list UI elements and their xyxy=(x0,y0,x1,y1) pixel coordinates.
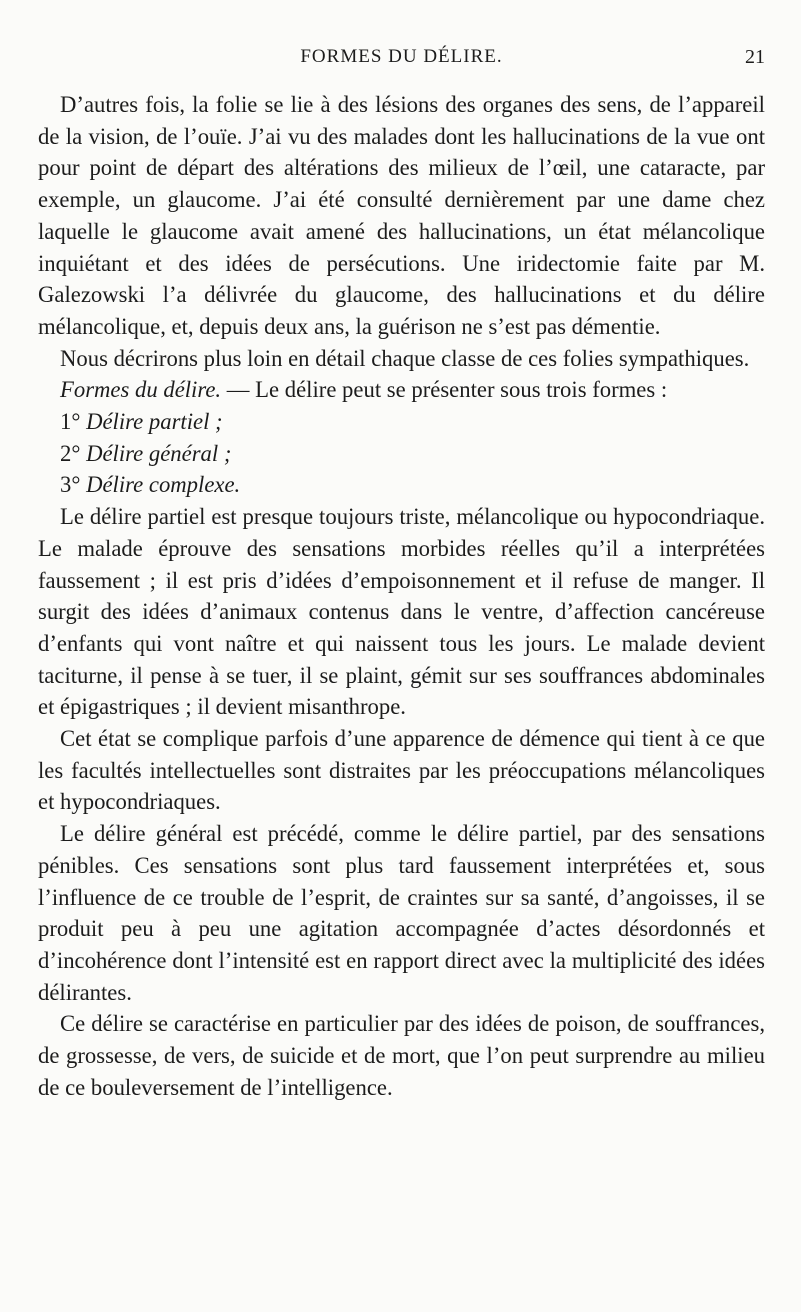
paragraph-delirium-ideas: Ce délire se caractérise en particulier par des idées de poison, de souffrances, de grossesse, de vers, de suicide et de mort, que l’on peut surprendre au milieu de ce bouleversement de l’intelligence. xyxy=(38,1011,765,1100)
list-item-label: Délire général ; xyxy=(86,440,232,466)
paragraph-partial-delirium: Le délire partiel est presque toujours triste, mélancolique ou hypocondriaque. Le malade éprouve des sensations morbides réelles qu’il a interprétées faussement ; il est pris d’idées d’empoisonnement et il refuse de manger. Il surgit des idées d’animaux contenus dans le ventre, d’affection cancéreuse d’enfants qui vont naître et qui naissent tous les jours. Le malade devient taciturne, il pense à se tuer, il se plaint, gémit sur ses souffrances abdominales et épigastriques ; il devient misanthrope. xyxy=(38,504,765,720)
list-item xyxy=(38,469,765,501)
paragraph-ocular-lesions: D’autres fois, la folie se lie à des lésions des organes des sens, de l’appareil de la vision, de l’ouïe. J’ai vu des malades dont les hallucinations de la vue ont pour point de départ des altérations des milieux de l’œil, une cataracte, par exemple, un glaucome. J’ai été consulté dernièrement par une dame chez laquelle le glaucome avait amené des hallucinations, un état mélancolique inquiétant et des idées de persécutions. Une iridectomie faite par M. Galezowski l’a délivrée du glaucome, des hallucinations et du délire mélancolique, et, depuis deux ans, la guérison ne s’est pas démentie. xyxy=(38,92,765,339)
page-body xyxy=(38,89,765,1104)
paragraph-general-delirium: Le délire général est précédé, comme le délire partiel, par des sensations pénibles. Ces sensations sont plus tard faussement interprétées et, sous l’influence de ce trouble de l’esprit, de craintes sur sa santé, d’angoisses, il se produit peu à peu une agitation accompagnée d’actes désordonnés et d’incohérence dont l’intensité est en rapport direct avec la multiplicité des idées délirantes. xyxy=(38,821,765,1005)
list-item-number: 2° xyxy=(60,440,81,466)
list-item-number: 1° xyxy=(60,409,81,435)
list-item xyxy=(38,438,765,470)
running-title: FORMES DU DÉLIRE. xyxy=(300,46,503,67)
list-item-number: 3° xyxy=(60,472,81,498)
paragraph-forms-intro xyxy=(38,374,765,406)
list-item-label: Délire complexe. xyxy=(86,472,241,498)
paragraph-dementia-appearance: Cet état se complique parfois d’une apparence de démence qui tient à ce que les facultés intellectuelles sont distraites par les préoccupations mélancoliques et hypocondriaques. xyxy=(38,726,765,815)
running-head xyxy=(38,46,765,76)
list-item xyxy=(38,406,765,438)
page-number: 21 xyxy=(745,46,765,68)
section-intro-text: — Le délire peut se présenter sous trois formes : xyxy=(221,377,668,403)
section-heading: Formes du délire. xyxy=(60,377,222,403)
list-item-label: Délire partiel ; xyxy=(86,409,223,435)
paragraph-sympathetic-follies: Nous décrirons plus loin en détail chaque classe de ces folies sympathiques. xyxy=(60,345,750,371)
